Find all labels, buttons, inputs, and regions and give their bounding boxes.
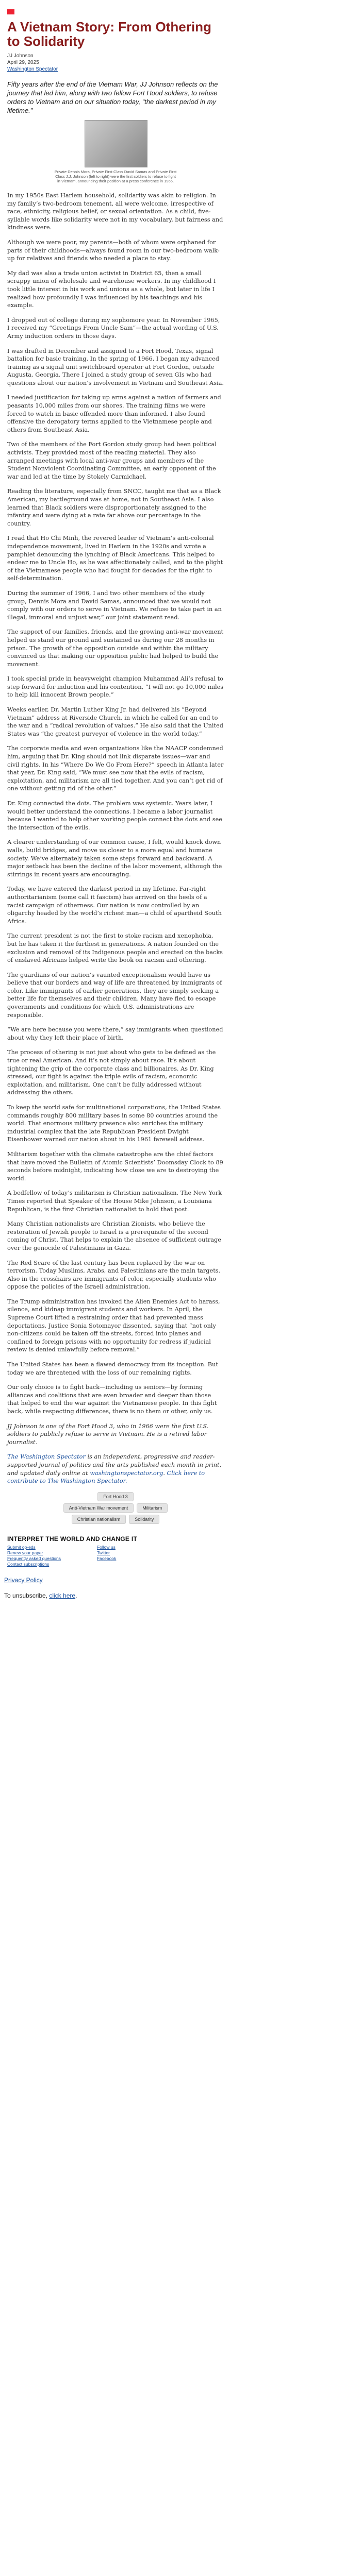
article-paragraph: Many Christian nationalists are Christian Zionists, who believe the restoration of Jewish people to Israel is a prerequisite of the second coming of Christ. That helps to explain the absence of sufficient outrage over the genocide of Palestinians in Gaza. [7, 1221, 221, 1251]
spectator-link[interactable]: The Washington Spectator [7, 1453, 86, 1461]
article-paragraph: Weeks earlier, Dr. Martin Luther King Jr. had delivered his “Beyond Vietnam” address at Riverside Church, in which he called for an end to the war and a “radical revolution of values.” He also said that the United States was “the greatest purveyor of violence in the world today.” [7, 706, 223, 737]
site-link[interactable]: washingtonspectator.org [90, 1469, 163, 1477]
twitter-link[interactable]: Twitter [96, 1550, 110, 1555]
article-lede: Fifty years after the end of the Vietnam War, JJ Johnson reflects on the journey that led him, along with two fellow Fort Hood soldiers, to refuse orders to Vietnam and on our situation today, “the darkest period in my lifetime.” [7, 80, 218, 114]
article-paragraph: The United States has been a flawed democracy from its inception. But today we are threatened with the loss of our remaining rights. [7, 1361, 218, 1376]
tag-solidarity[interactable]: Solidarity [129, 1515, 159, 1524]
tag-christian-nationalism[interactable]: Christian nationalism [72, 1515, 126, 1524]
footer-col-links [7, 1545, 61, 1567]
article-paragraph: I read that Ho Chi Minh, the revered leader of Vietnam’s anti-colonial independence movement, lived in Harlem in the 1920s and wrote a pamphlet denouncing the lynching of Black Americans. This helped to endear me to Uncle Ho, as he was affectionately called, and to the plight of the Vietnamese people who had fought for decades for the right to self-determination. [7, 535, 223, 582]
unsubscribe-line [4, 1592, 361, 1599]
article-paragraph: The support of our families, friends, and the growing anti-war movement helped us stand our ground and sustained us during our 28 months in prison. The growth of the opposition outside and within the military convinced us that making our opposition public had helped to build the movement. [7, 629, 224, 668]
byline [7, 53, 224, 73]
article-paragraph: The current president is not the first to stoke racism and xenophobia, but he has taken it the furthest in generations. A nation founded on the exclusion and removal of its Indigenous people and erected on the backs of enslaved Africans helped write the book on racism and othering. [7, 933, 223, 964]
footer-heading: INTERPRET THE WORLD AND CHANGE IT [7, 1535, 138, 1543]
article-paragraph: In my 1950s East Harlem household, solidarity was akin to religion. In my family’s two-bedroom tenement, all were welcome, irrespective of race, ethnicity, religious belief, or sexual orientation. As a child, five-syllable words like solidarity were not in my vocabulary, but fairness and kindness were. [7, 192, 223, 231]
blurb-end: . [163, 1469, 167, 1477]
email-bottom [4, 1577, 361, 1599]
submit-oped-link[interactable]: Submit op-eds [7, 1544, 36, 1550]
article-bio [7, 1422, 224, 1485]
article-paragraph: I took special pride in heavyweight champion Muhammad Ali’s refusal to step forward for induction and his contention, “I will not go 10,000 miles to help kill innocent Brown people.” [7, 675, 224, 699]
article-paragraph: My dad was also a trade union activist in District 65, then a small scrappy union of wholesale and warehouse workers. In my childhood I took little interest in his work and unions as a whole, but later in life I realized how profoundly I was influenced by his teachings and his example. [7, 269, 216, 309]
article-title[interactable]: A Vietnam Story: From Othering to Solidarity [7, 19, 211, 49]
fort-hood-3-photo [85, 120, 147, 167]
article-paragraph: The corporate media and even organizations like the NAACP condemned him, arguing that Dr. King should not link disparate issues—war and civil rights. In his “Where Do We Go From Here?” speech in Atlanta later that year, Dr. King said, “We must see now that the evils of racism, exploitation, and militarism are all tied together. And you can’t get rid of one without getting rid of the other.” [7, 745, 224, 792]
renew-paper-link[interactable]: Renew your paper [7, 1550, 43, 1555]
article-paragraph: A clearer understanding of our common cause, I felt, would knock down walls, build bridges, and move us closer to a more equal and humane society. We’ve alternately taken some steps forward and backward. A major setback has been the decline of the labor movement, although the stirrings in recent years are encouraging. [7, 839, 222, 878]
article-paragraph: Two of the members of the Fort Gordon study group had been political activists. They provided most of the reading material. They also arranged meetings with local anti-war groups and members of the Student Nonviolent Coordinating Committee, an early opponent of the war and led at the time by Stokely Carmichael. [7, 441, 217, 480]
blurb-text: is an independent, progressive and reader-supported journal of politics and the arts published each month in print, and updated daily online at [7, 1453, 222, 1477]
article-paragraph: During the summer of 1966, I and two other members of the study group, Dennis Mora and David Samas, announced that we would not comply with our orders to serve in Vietnam. We refuse to take part in an illegal, immoral and unjust war,” our joint statement read. [7, 589, 222, 621]
article-paragraph: I needed justification for taking up arms against a nation of farmers and peasants 10,000 miles from our shores. The training films we were forced to watch in basic offended more than informed. I also found offensive the derogatory terms applied to the Vietnamese people and others from Southeast Asia. [7, 394, 221, 433]
article-paragraph: The guardians of our nation’s vaunted exceptionalism would have us believe that our borders and way of life are threatened by immigrants of color. Like immigrants of earlier generations, they are simply seeking a better life for themselves and their children. Many have fled to escape governments and conditions for which U.S. administrations are responsible. [7, 971, 222, 1019]
publication-link[interactable]: Washington Spectator [7, 66, 58, 72]
article-body [7, 192, 224, 1416]
privacy-policy-link[interactable]: Privacy Policy [4, 1576, 43, 1584]
facebook-link[interactable]: Facebook [96, 1555, 117, 1561]
follow-us-link[interactable]: Follow us [96, 1544, 116, 1550]
footer-col-social [97, 1545, 116, 1567]
article-paragraph: Our only choice is to fight back—including us seniors—by forming alliances and coalitions that are even broader and deeper than those that helped to end the war against the Vietnamese people. In this fight back, while respecting differences, there is no them or other, only us. [7, 1384, 217, 1415]
unsubscribe-suffix: . [75, 1591, 77, 1599]
article-paragraph: I was drafted in December and assigned to a Fort Hood, Texas, signal battalion for basic training. In the spring of 1966, I began my advanced training as a signal unit switchboard operator at Fort Gordon, outside Augusta, Georgia. There I joined a study group of seven GIs who had questions about our nation’s involvement in Vietnam and Southeast Asia. [7, 347, 224, 386]
unsubscribe-prefix: To unsubscribe, [4, 1591, 50, 1599]
tag-militarism[interactable]: Militarism [137, 1503, 168, 1513]
author-bio: JJ Johnson is one of the Fort Hood 3, who in 1966 were the first U.S. soldiers to publicly refuse to serve in Vietnam. He is a retired labor journalist. [7, 1422, 209, 1446]
article-paragraph: A bedfellow of today’s militarism is Christian nationalism. The New York Times reported that Speaker of the House Mike Johnson, a Louisiana Republican, is the first Christian nationalist to hold that post. [7, 1190, 222, 1213]
article-paragraph: Militarism together with the climate catastrophe are the chief factors that have moved the Bulletin of Atomic Scientists’ Doomsday Clock to 89 seconds before midnight, indicating how close we are to destroying the world. [7, 1150, 223, 1182]
tag-anti-vietnam-war[interactable]: Anti-Vietnam War movement [63, 1503, 134, 1513]
publish-date: April 29, 2025 [7, 60, 39, 65]
unsubscribe-link[interactable]: click here [49, 1591, 76, 1599]
article-paragraph: The Red Scare of the last century has been replaced by the war on terrorism. Today Muslims, Arabs, and Palestinians are the main targets. Also in the crosshairs are immigrants of color, especially students who oppose the policies of the Israeli administration. [7, 1259, 221, 1291]
article-paragraph: Dr. King connected the dots. The problem was systemic. Years later, I would better understand the connections. I became a labor journalist because I wanted to help other working people connect the dots and see the intersection of the evils. [7, 800, 222, 831]
article-paragraph: I dropped out of college during my sophomore year. In November 1965, I received my “Greetings From Uncle Sam”—the actual wording of U.S. Army induction orders in those days. [7, 316, 220, 340]
article-paragraph: “We are here because you were there,” say immigrants when questioned about why they left their place of birth. [7, 1026, 223, 1041]
article-paragraph: Although we were poor, my parents—both of whom were orphaned for parts of their childhoods—always found room in our two-bedroom walk-up for relatives and friends who needed a place to stay. [7, 239, 220, 262]
publication-blurb [7, 1453, 224, 1485]
contact-subscriptions-link[interactable]: Contact subscriptions [7, 1561, 50, 1567]
photo-caption: Private Dennis Mora, Private First Class David Samas and Private First Class J.J. Johnson (left to right) were the first soldiers to refuse to fight in Vietnam, announcing their position at a press conference in 1966. [54, 170, 177, 183]
article-paragraph: The process of othering is not just about who gets to be defined as the true or real American. And it’s not simply about race. It’s about tightening the grip of the corporate class and billionaires. As Dr. King stressed, our fight is against the triple evils of racism, economic exploitation, and militarism. One can’t be fully addressed without addressing the others. [7, 1049, 216, 1096]
author-name: JJ Johnson [7, 53, 34, 59]
contribute-link[interactable]: Click here to contribute to The Washington Spectator. [7, 1469, 205, 1485]
tag-fort-hood-3[interactable]: Fort Hood 3 [97, 1492, 134, 1501]
brand-flag-icon [7, 9, 14, 14]
article-paragraph: Reading the literature, especially from SNCC, taught me that as a Black American, my battleground was at home, not in Southeast Asia. I also learned that Black soldiers were disproportionately assigned to the infantry and were dying at a rate far above our percentage in the country. [7, 488, 221, 527]
article-paragraph: The Trump administration has invoked the Alien Enemies Act to harass, silence, and kidnap immigrant students and workers. In April, the Supreme Court lifted a restraining order that had prevented mass deportations. Justice Sonia Sotomayor dissented, saying that “not only non-citizens could be taken off the streets, forced into planes and confined to foreign prisons with no opportunity for redress if judicial review is denied unlawfully before removal.” [7, 1298, 220, 1353]
article-paragraph: Today, we have entered the darkest period in my lifetime. Far-right authoritarianism (some call it fascism) has arrived on the heels of a racist campaign of otherness. Our nation is now controlled by an oligarchy headed by the world’s richest man—a child of apartheid South Africa. [7, 886, 222, 925]
article-column [7, 0, 224, 1567]
faq-link[interactable]: Frequently asked questions [7, 1555, 61, 1561]
tag-list [38, 1492, 193, 1524]
newsletter-footer [7, 1535, 224, 1567]
article-paragraph: To keep the world safe for multinational corporations, the United States commands roughly 800 military bases in some 80 countries around the world. That enormous military presence also enriches the military industrial complex that the late Republican President Dwight Eisenhower warned our nation about in his 1961 farewell address. [7, 1104, 221, 1143]
